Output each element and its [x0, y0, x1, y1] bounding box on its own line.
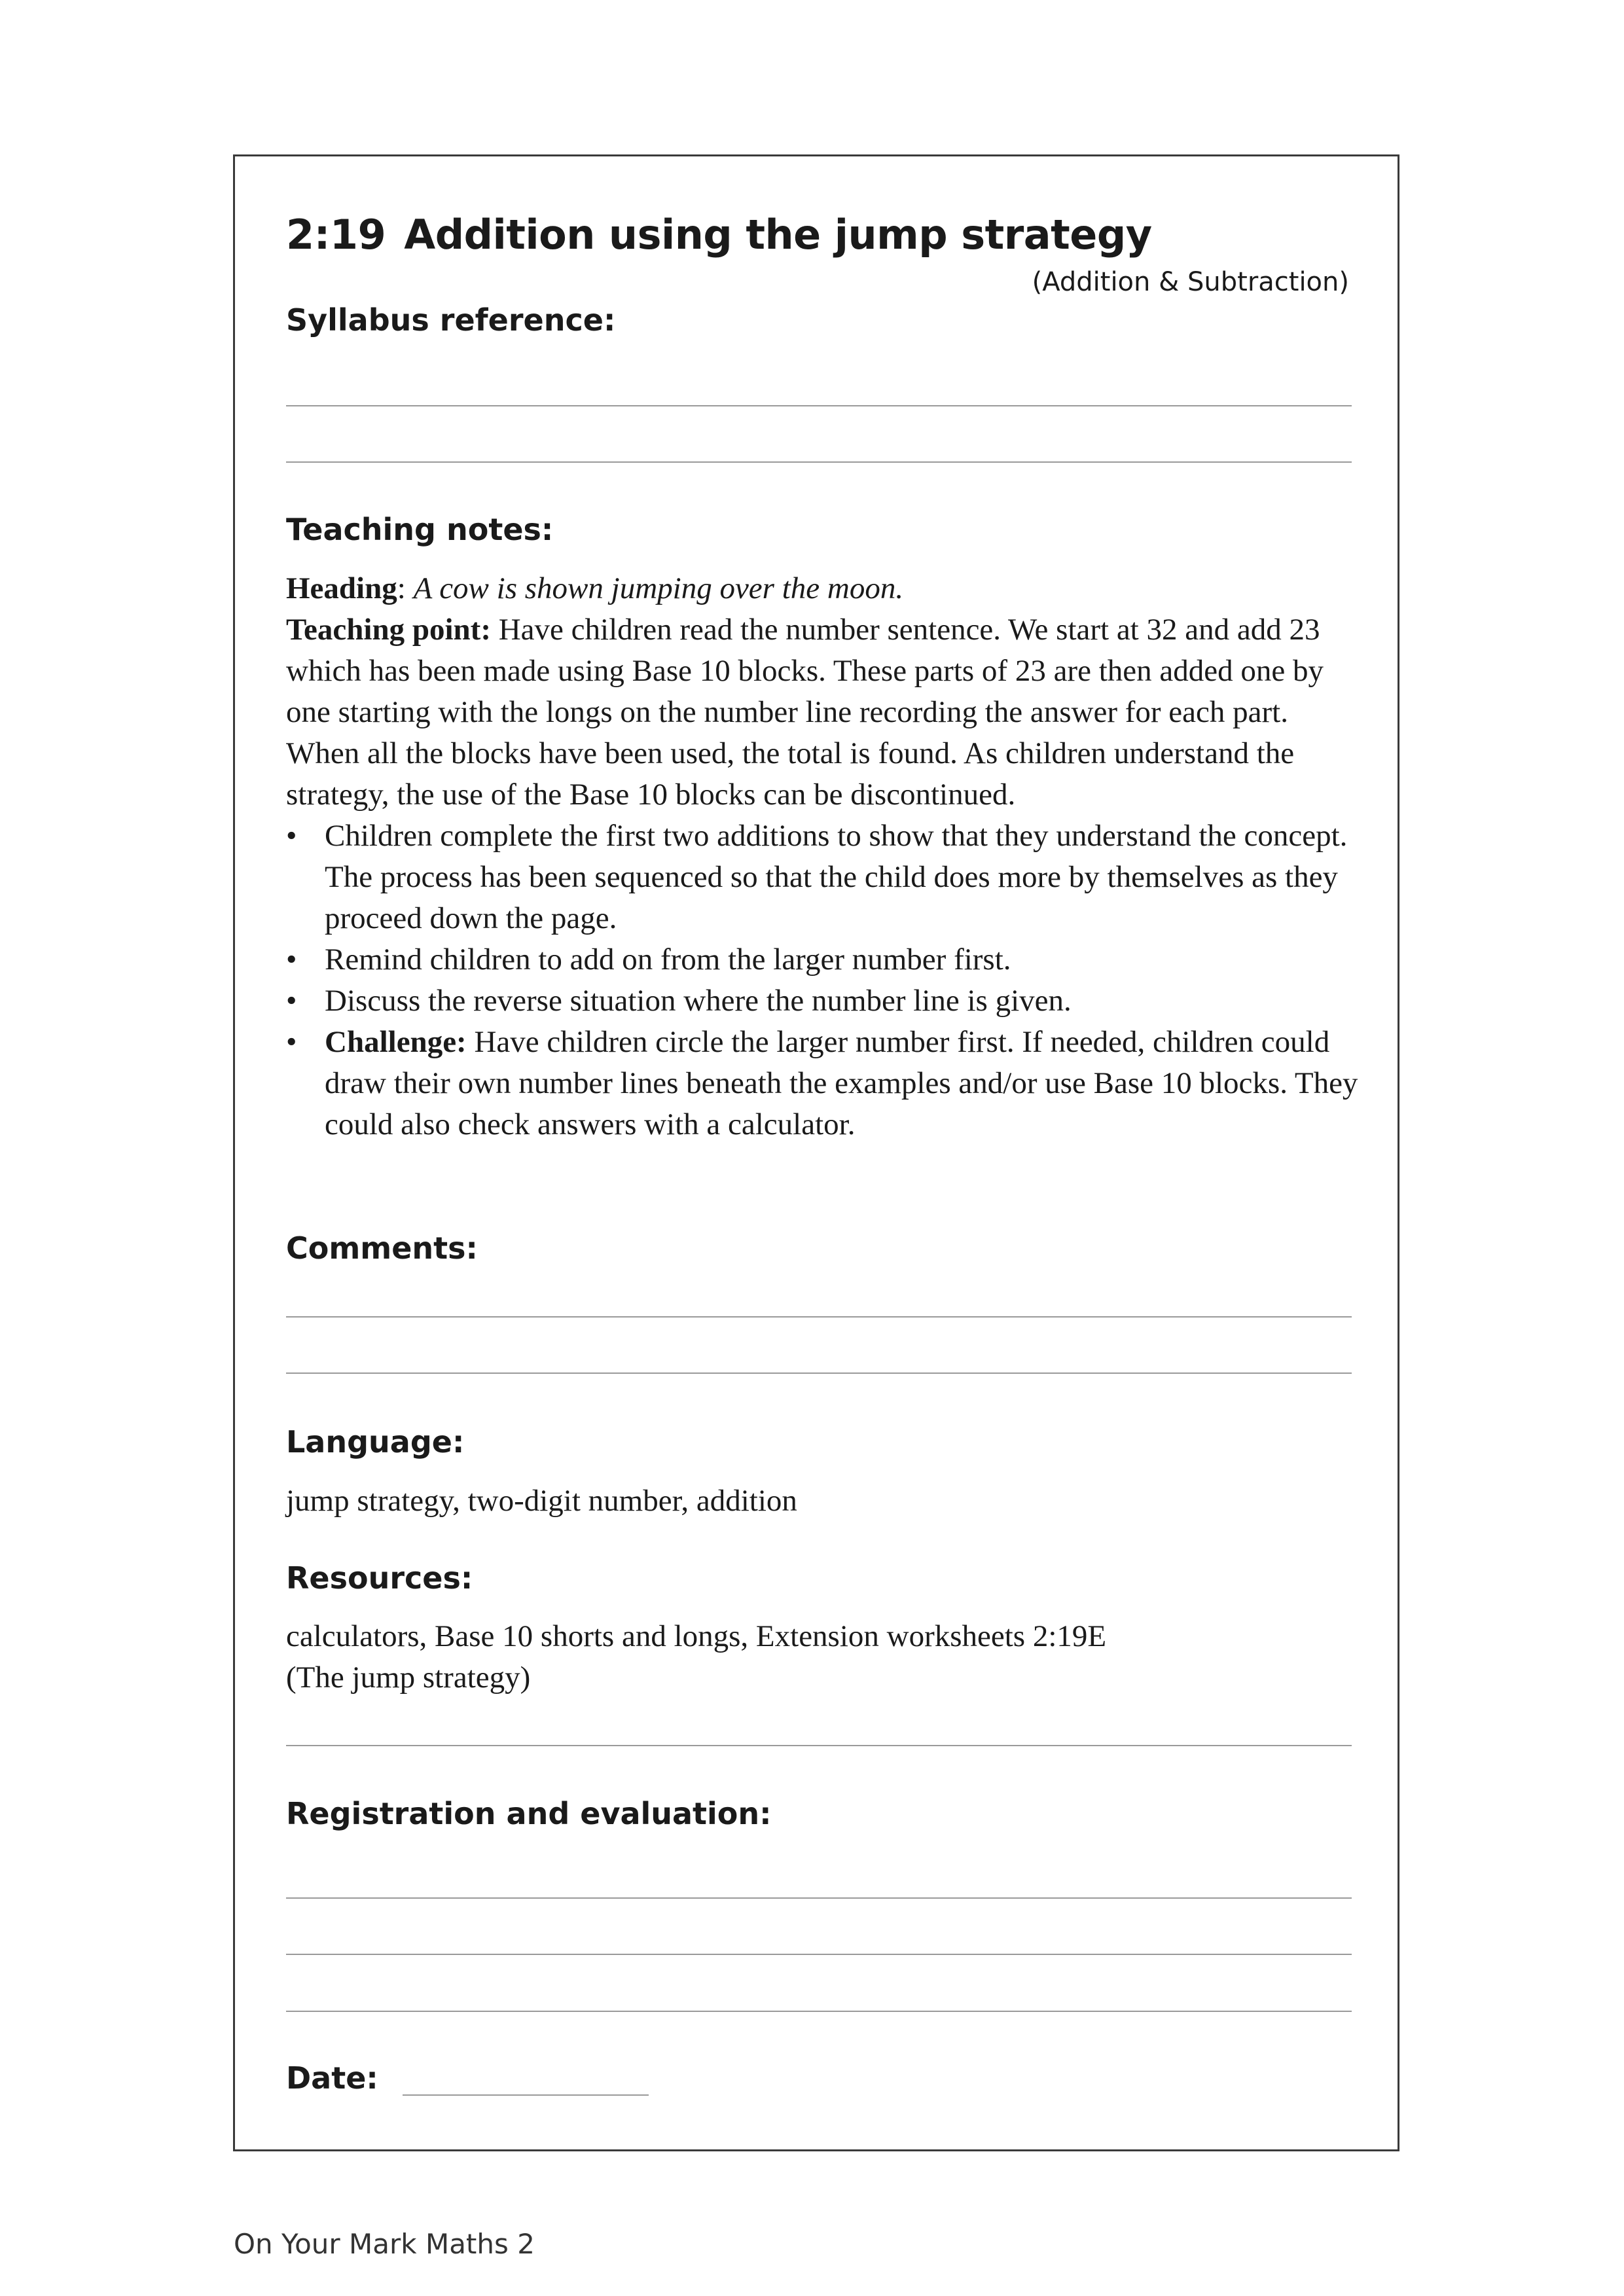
- bullet-text: Remind children to add on from the larger number first.: [325, 942, 1011, 977]
- resources-line-1: calculators, Base 10 shorts and longs, Extension worksheets 2:19E: [286, 1619, 1107, 1653]
- teaching-point: [286, 609, 1360, 816]
- challenge-text: Have children circle the larger number first. If needed, children could draw their own number lines beneath the examples and/or use Base 10 blocks. They could also check answers with a calculator.: [325, 1025, 1358, 1141]
- list-item: [286, 816, 1360, 939]
- comments-line-1: [286, 1316, 1352, 1318]
- teaching-point-text: Have children read the number sentence. We start at 32 and add 23 which has been made using Base 10 blocks. These parts of 23 are then added one by one starting with the longs on the number line recording the answer for each part. When all the blocks have been used, the total is found. As children understand the strategy, the use of the Base 10 blocks can be discontinued.: [286, 613, 1324, 812]
- list-item: [286, 939, 1360, 980]
- comments-line-2: [286, 1372, 1352, 1374]
- teaching-notes-heading: Teaching notes:: [286, 512, 554, 547]
- bullet-icon: •: [286, 1025, 297, 1059]
- resources-heading: Resources:: [286, 1560, 473, 1596]
- lesson-number: 2:19: [286, 211, 386, 259]
- date-heading: Date:: [286, 2060, 378, 2096]
- heading-note: [286, 568, 1360, 609]
- lesson-title: [286, 211, 1152, 259]
- date-line: [403, 2094, 649, 2096]
- teaching-bullets: [286, 816, 1360, 1145]
- heading-label: Heading: [286, 571, 397, 605]
- comments-heading: Comments:: [286, 1230, 478, 1266]
- heading-separator: :: [397, 571, 406, 605]
- registration-line-1: [286, 1897, 1352, 1899]
- registration-line-3: [286, 2011, 1352, 2012]
- strand-label: (Addition & Subtraction): [1032, 267, 1349, 297]
- page-footer: On Your Mark Maths 2: [234, 2228, 535, 2260]
- syllabus-line-2: [286, 461, 1352, 463]
- resources-line: [286, 1745, 1352, 1746]
- language-heading: Language:: [286, 1424, 465, 1460]
- resources-text: [286, 1616, 1360, 1698]
- teaching-notes-body: [286, 568, 1360, 1145]
- list-item-challenge: [286, 1022, 1360, 1145]
- syllabus-heading: Syllabus reference:: [286, 302, 616, 338]
- bullet-icon: •: [286, 942, 297, 977]
- registration-heading: Registration and evaluation:: [286, 1796, 772, 1831]
- syllabus-line-1: [286, 405, 1352, 406]
- language-text: jump strategy, two-digit number, addition: [286, 1484, 797, 1518]
- bullet-text: Children complete the first two additions to show that they understand the concept. The process has been sequenced so that the child does more by themselves as they proceed down the page.: [325, 819, 1348, 935]
- resources-line-2: (The jump strategy): [286, 1660, 531, 1695]
- bullet-icon: •: [286, 984, 297, 1018]
- page-frame: [233, 154, 1399, 2151]
- challenge-label: Challenge:: [325, 1025, 467, 1059]
- heading-description: A cow is shown jumping over the moon.: [413, 571, 904, 605]
- teaching-point-label: Teaching point:: [286, 613, 491, 647]
- registration-line-2: [286, 1954, 1352, 1955]
- bullet-icon: •: [286, 819, 297, 853]
- list-item: [286, 980, 1360, 1022]
- lesson-title-text: Addition using the jump strategy: [404, 211, 1152, 259]
- bullet-text: Discuss the reverse situation where the number line is given.: [325, 984, 1072, 1018]
